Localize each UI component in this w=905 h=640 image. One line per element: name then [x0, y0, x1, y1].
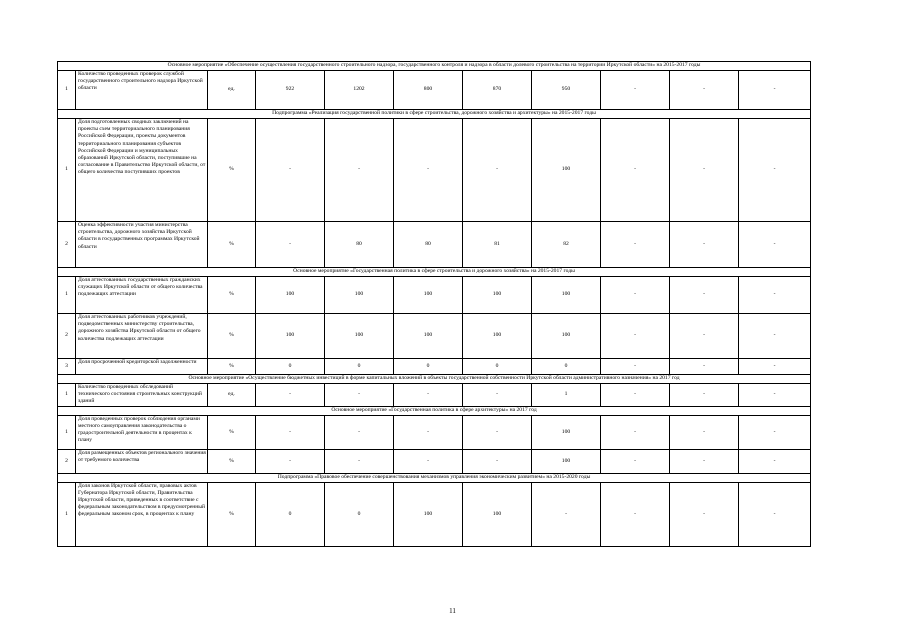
value-cell: - [601, 415, 670, 449]
value-cell: - [601, 277, 670, 314]
value-cell: 80 [325, 222, 394, 268]
section-header-row [58, 473, 811, 482]
value-cell: - [256, 119, 325, 222]
value-cell: 100 [532, 449, 601, 473]
value-cell: - [739, 359, 811, 375]
value-cell: - [325, 119, 394, 222]
value-cell: - [739, 314, 811, 359]
section-header-row [58, 62, 811, 71]
row-number: 1 [58, 277, 76, 314]
value-cell: 1202 [325, 71, 394, 110]
value-cell: - [739, 415, 811, 449]
value-cell: 100 [463, 314, 532, 359]
value-cell: 100 [532, 415, 601, 449]
value-cell: - [670, 482, 739, 546]
value-cell: - [670, 222, 739, 268]
value-cell: - [532, 482, 601, 546]
value-cell: 0 [463, 359, 532, 375]
indicator-name: Доля проведенных проверок соблюдения органами местного самоуправления законодательства о градостроительной деятельности в процентах к плану [76, 415, 208, 449]
value-cell: - [601, 449, 670, 473]
section-header-text: Основное мероприятие «Обеспечение осуществления государственного строительного надзора, государственного контроля и надзора в области долевого строительства на территории Иркутской области» на 2015-2017 годы [58, 62, 811, 71]
indicator-row [58, 384, 811, 407]
section-header-text: Основное мероприятие «Осуществление бюджетных инвестиций в форме капитальных вложений в объекты государственной собственности Иркутской области административного назначения» на 2017 год [58, 375, 811, 384]
section-header-row [58, 110, 811, 119]
value-cell: - [739, 71, 811, 110]
value-cell: 0 [256, 482, 325, 546]
value-cell: 0 [325, 359, 394, 375]
value-cell: 100 [256, 314, 325, 359]
indicator-name: Доля размещенных объектов регионального значения от требуемого количества [76, 449, 208, 473]
value-cell: 100 [394, 277, 463, 314]
unit-cell: % [208, 449, 256, 473]
value-cell: - [394, 384, 463, 407]
value-cell: 0 [394, 359, 463, 375]
unit-cell: % [208, 314, 256, 359]
value-cell: 922 [256, 71, 325, 110]
value-cell: 0 [532, 359, 601, 375]
indicator-row [58, 222, 811, 268]
indicator-row [58, 277, 811, 314]
indicators-table [57, 61, 811, 547]
value-cell: 82 [532, 222, 601, 268]
indicator-name: Количество проведенных проверок службой государственного строительного надзора Иркутской области [76, 71, 208, 110]
indicator-name: Доля просроченной кредиторской задолженности [76, 359, 208, 375]
section-header-text: Основное мероприятие «Государственная политика в сфере архитектуры» на 2017 год [58, 406, 811, 415]
unit-cell: % [208, 359, 256, 375]
value-cell: - [739, 384, 811, 407]
value-cell: 0 [256, 359, 325, 375]
unit-cell: % [208, 415, 256, 449]
row-number: 2 [58, 314, 76, 359]
value-cell: - [601, 314, 670, 359]
unit-cell: % [208, 119, 256, 222]
indicator-name: Доля подготовленных сводных заключений на проекты схем территориального планирования Российской Федерации, проекты документов территориального планирования субъектов Российской Федерации и муниципальных образований Иркутской области, поступившие на согласование в Правительство Иркутской области, от общего количества поступивших проектов [76, 119, 208, 222]
section-header-text: Подпрограмма «Правовое обеспечение совершенствования механизмов управления экономическим развитием» на 2015-2020 годы [58, 473, 811, 482]
value-cell: - [256, 449, 325, 473]
page-number: 11 [449, 607, 456, 615]
value-cell: - [601, 222, 670, 268]
value-cell: 870 [463, 71, 532, 110]
indicator-row [58, 449, 811, 473]
value-cell: - [739, 449, 811, 473]
value-cell: - [325, 384, 394, 407]
value-cell: 800 [394, 71, 463, 110]
value-cell: - [601, 359, 670, 375]
value-cell: 100 [532, 314, 601, 359]
unit-cell: ед. [208, 384, 256, 407]
value-cell: 100 [256, 277, 325, 314]
value-cell: 81 [463, 222, 532, 268]
section-header-text: Основное мероприятие «Государственная политика в сфере строительства и дорожного хозяйства» на 2015-2017 годы [58, 268, 811, 277]
section-header-row [58, 406, 811, 415]
value-cell: 100 [532, 119, 601, 222]
unit-cell: ед. [208, 71, 256, 110]
value-cell: 100 [325, 314, 394, 359]
value-cell: - [739, 482, 811, 546]
value-cell: - [670, 384, 739, 407]
unit-cell: % [208, 482, 256, 546]
unit-cell: % [208, 222, 256, 268]
value-cell: - [463, 384, 532, 407]
value-cell: 100 [463, 482, 532, 546]
value-cell: - [463, 119, 532, 222]
value-cell: 100 [532, 277, 601, 314]
value-cell: - [256, 222, 325, 268]
value-cell: 100 [394, 482, 463, 546]
unit-cell: % [208, 277, 256, 314]
indicator-row [58, 119, 811, 222]
value-cell: 950 [532, 71, 601, 110]
value-cell: 1 [532, 384, 601, 407]
value-cell: - [670, 415, 739, 449]
value-cell: - [601, 119, 670, 222]
value-cell: - [601, 482, 670, 546]
value-cell: - [394, 415, 463, 449]
section-header-row [58, 268, 811, 277]
indicator-name: Оценка эффективности участия министерства строительства, дорожного хозяйства Иркутской области в государственных программах Иркутской области [76, 222, 208, 268]
row-number: 1 [58, 71, 76, 110]
value-cell: - [601, 71, 670, 110]
value-cell: - [670, 119, 739, 222]
value-cell: 0 [325, 482, 394, 546]
value-cell: - [394, 449, 463, 473]
indicator-name: Доля законов Иркутской области, правовых актов Губернатора Иркутской области, Правительства Иркутской области, приведенных в соответствие с федеральным законодательством в предусмотренный федеральным законом срок, в процентах к плану [76, 482, 208, 546]
value-cell: - [394, 119, 463, 222]
row-number: 2 [58, 222, 76, 268]
value-cell: - [670, 449, 739, 473]
section-header-row [58, 375, 811, 384]
value-cell: 100 [394, 314, 463, 359]
row-number: 1 [58, 482, 76, 546]
indicator-name: Количество проведенных обследований технического состояния строительных конструкций зданий [76, 384, 208, 407]
row-number: 3 [58, 359, 76, 375]
row-number: 1 [58, 415, 76, 449]
value-cell: - [739, 277, 811, 314]
value-cell: - [601, 384, 670, 407]
value-cell: - [739, 119, 811, 222]
value-cell: 80 [394, 222, 463, 268]
indicator-name: Доля аттестованных государственных гражданских служащих Иркутской области от общего количества подлежащих аттестации [76, 277, 208, 314]
value-cell: - [256, 415, 325, 449]
indicator-row [58, 482, 811, 546]
section-header-text: Подпрограмма «Реализация государственной политики в сфере строительства, дорожного хозяйства и архитектуры» на 2015-2017 годы [58, 110, 811, 119]
value-cell: - [670, 359, 739, 375]
value-cell: - [256, 384, 325, 407]
indicator-row [58, 359, 811, 375]
value-cell: - [670, 314, 739, 359]
value-cell: - [325, 449, 394, 473]
indicator-row [58, 71, 811, 110]
row-number: 1 [58, 119, 76, 222]
value-cell: 100 [325, 277, 394, 314]
value-cell: 100 [463, 277, 532, 314]
value-cell: - [463, 415, 532, 449]
row-number: 1 [58, 384, 76, 407]
value-cell: - [739, 222, 811, 268]
value-cell: - [463, 449, 532, 473]
indicator-row [58, 415, 811, 449]
indicator-row [58, 314, 811, 359]
value-cell: - [670, 277, 739, 314]
row-number: 2 [58, 449, 76, 473]
value-cell: - [670, 71, 739, 110]
value-cell: - [325, 415, 394, 449]
indicator-name: Доля аттестованных работников учреждений, подведомственных министерству строительства, дорожного хозяйства Иркутской области от общего количества подлежащих аттестации [76, 314, 208, 359]
